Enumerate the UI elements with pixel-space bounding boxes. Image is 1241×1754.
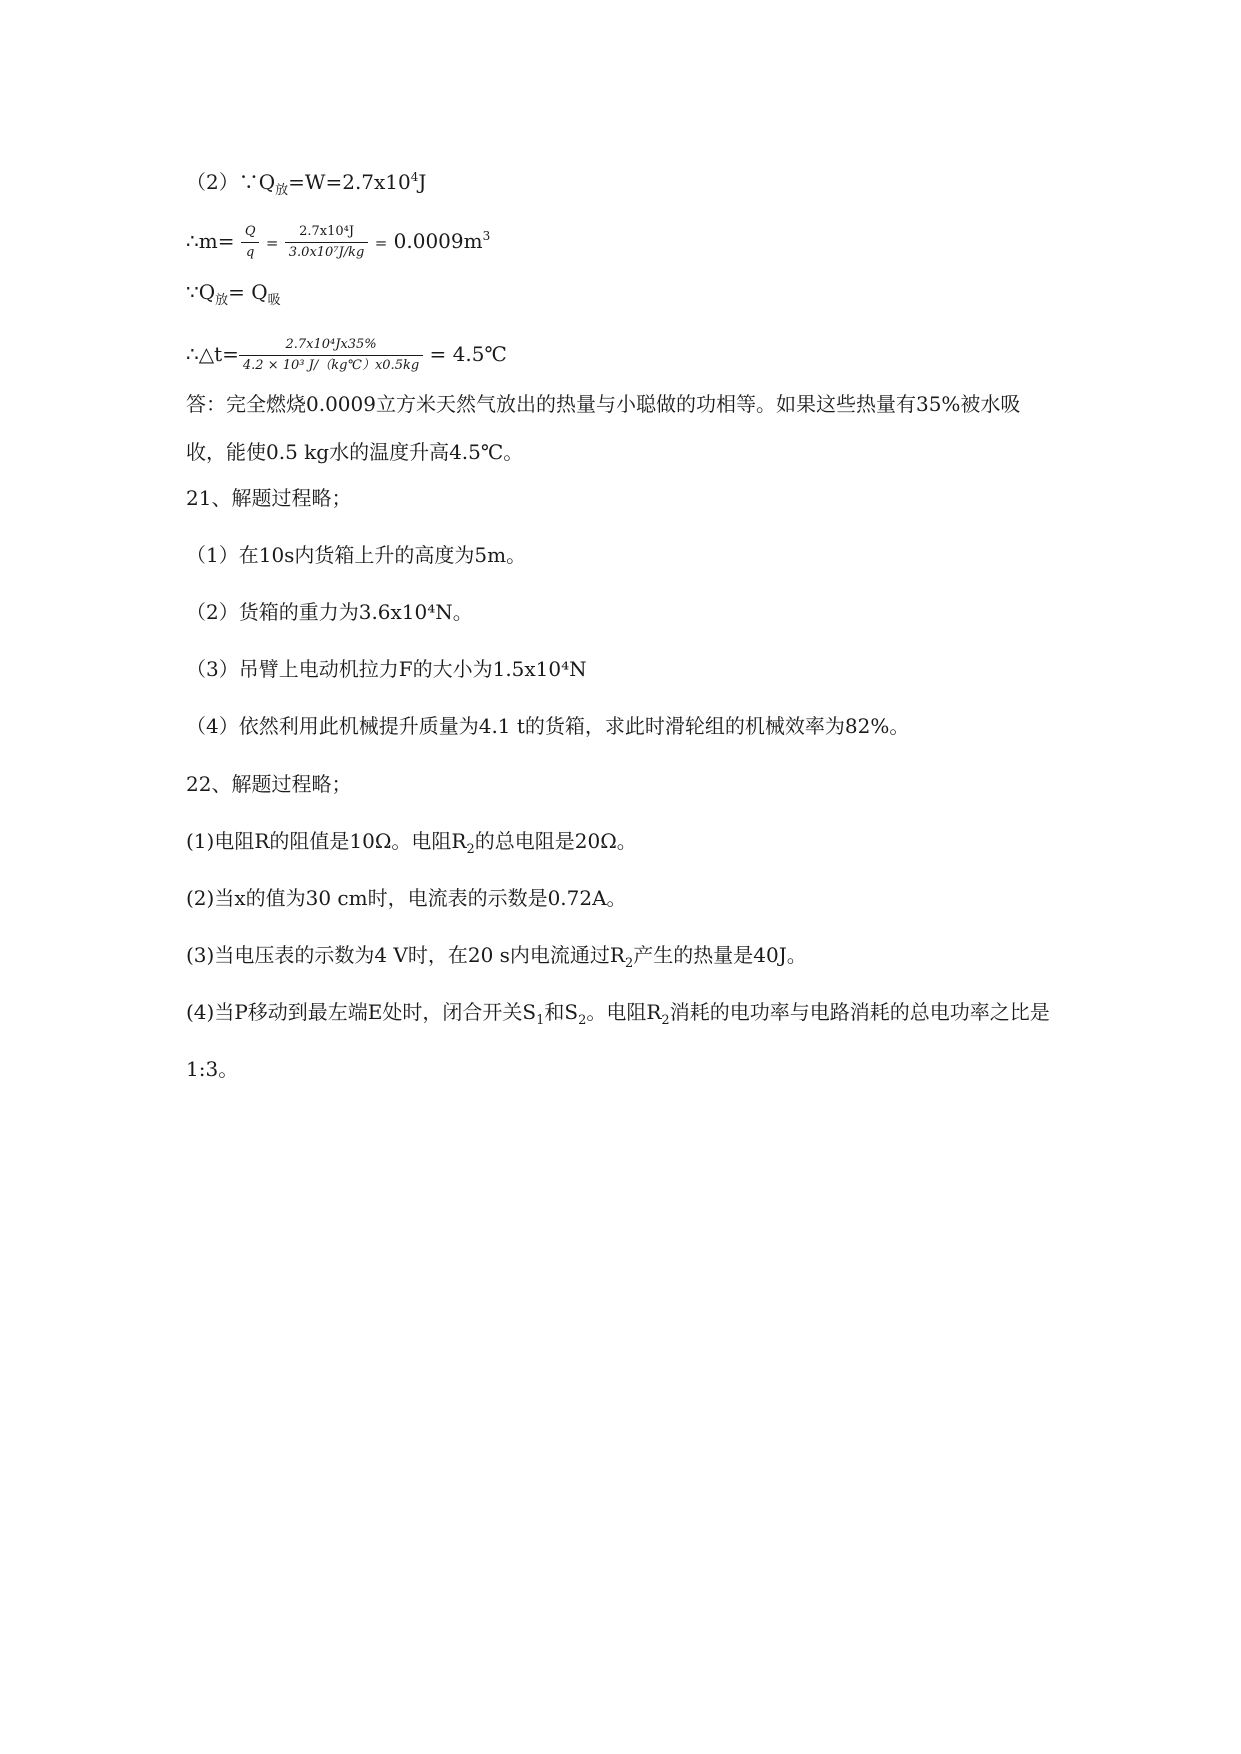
q21-item-3: （3）吊臂上电动机拉力F的大小为1.5x10⁴N [186, 657, 587, 681]
fraction-denominator: 3.0x10⁷J/kg [285, 242, 369, 261]
subscript: 1 [536, 1013, 545, 1028]
eq-text: ∵Q [186, 280, 216, 304]
q21-item-4: （4）依然利用此机械提升质量为4.1 t的货箱，求此时滑轮组的机械效率为82%。 [186, 714, 910, 738]
eq-delta-t [186, 337, 507, 374]
fraction-heat-over-q [285, 224, 369, 261]
item-text: (3)当电压表的示数为4 V时，在20 s内电流通过R [186, 943, 625, 967]
superscript: 4 [410, 170, 419, 184]
q21-item-1: （1）在10s内货箱上升的高度为5m。 [186, 543, 527, 567]
eq-result: = 4.5℃ [429, 342, 507, 366]
subscript: 放 [215, 293, 229, 308]
fraction-denominator: q [241, 242, 260, 261]
q22-item-1 [186, 827, 637, 864]
q22-item-2: (2)当x的值为30 cm时，电流表的示数是0.72A。 [186, 886, 627, 910]
item-text: (4)当P移动到最左端E处时，闭合开关S [186, 1000, 537, 1024]
q22-item-4 [186, 988, 1056, 1093]
fraction-q-over-q [241, 224, 260, 261]
item-text: 的总电阻是20Ω。 [474, 829, 637, 853]
eq-result: 0.0009m [393, 229, 483, 253]
subscript: 2 [661, 1013, 670, 1028]
eq-text: （2）∵Q [186, 170, 276, 194]
subscript: 吸 [267, 293, 281, 308]
fraction-numerator: 2.7x10⁴J [299, 224, 355, 239]
subscript: 2 [624, 956, 634, 971]
q22-item-3 [186, 941, 807, 978]
eq-text: = [374, 234, 388, 252]
eq-volume [186, 222, 490, 261]
eq-text: ∴m= [186, 229, 235, 253]
eq-text: =W=2.7x10 [288, 170, 411, 194]
fraction-numerator: Q [244, 224, 256, 239]
item-text: 产生的热量是40J。 [633, 943, 807, 967]
item-text: 消耗的电功率与电路消耗的总电功率之比是1:3。 [186, 1000, 1050, 1081]
item-text: 和S [544, 1000, 579, 1024]
fraction-numerator: 2.7x10⁴Jx35% [285, 337, 377, 352]
fraction-denominator: 4.2 × 10³ J/（kg℃）x0.5kg [239, 355, 423, 374]
eq-text: = Q [228, 280, 268, 304]
eq-text: ∴△t= [186, 342, 239, 366]
subscript: 2 [466, 842, 475, 857]
answer-paragraph: 答：完全燃烧0.0009立方米天然气放出的热量与小聪做的功相等。如果这些热量有35%被水吸收，能使0.5 kg水的温度升高4.5℃。 [186, 392, 1021, 464]
subscript: 2 [578, 1013, 587, 1028]
eq-text: = [265, 234, 279, 252]
eq-text: J [418, 170, 427, 194]
fraction-delta-t [239, 337, 423, 374]
eq-heat-equal [186, 278, 281, 315]
subscript: 放 [275, 183, 289, 198]
superscript: 3 [482, 229, 491, 243]
eq-q-release [186, 163, 426, 205]
q21-title: 21、解题过程略； [186, 486, 352, 510]
q21-item-2: （2）货箱的重力为3.6x10⁴N。 [186, 600, 473, 624]
item-text: 。电阻R [586, 1000, 662, 1024]
item-text: (1)电阻R的阻值是10Ω。电阻R [186, 829, 467, 853]
q22-title: 22、解题过程略； [186, 772, 352, 796]
